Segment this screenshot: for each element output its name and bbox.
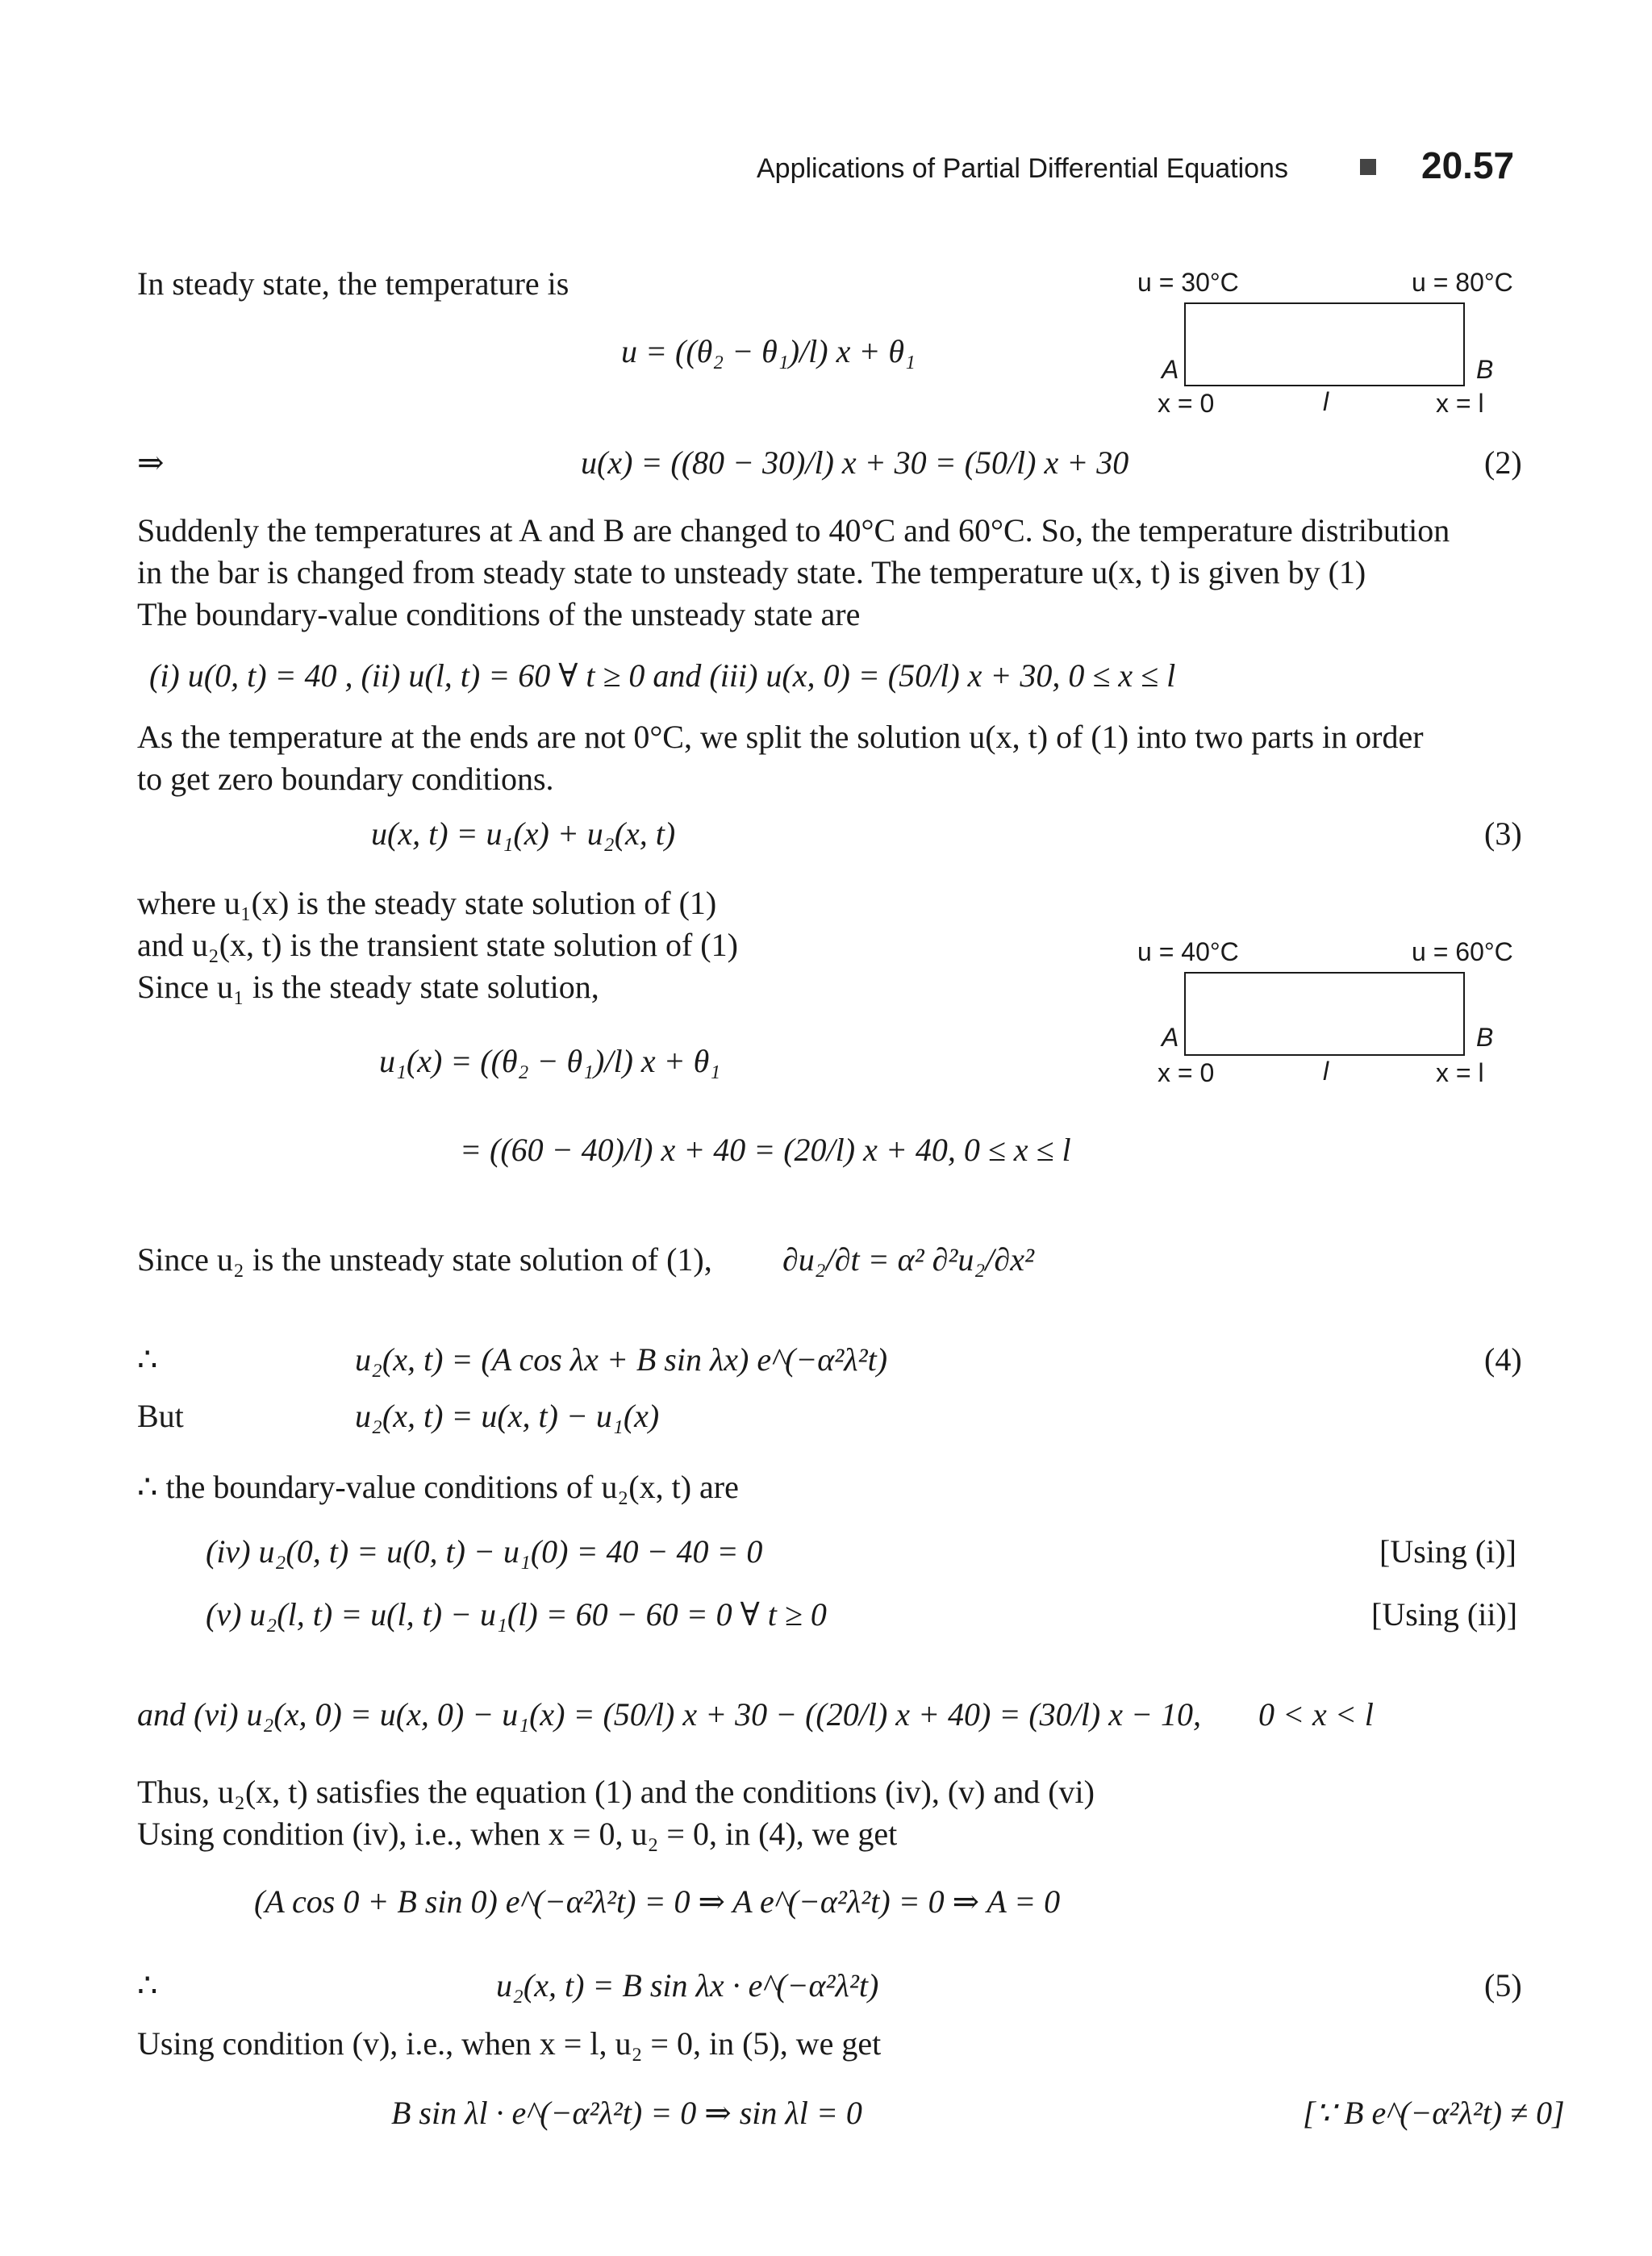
paragraph-line: Using condition (iv), i.e., when x = 0, u₂ = 0, in (4), we get [137, 1816, 898, 1852]
paragraph-line: The boundary-value conditions of the unsteady state are [137, 596, 861, 632]
end-label-b: B [1476, 355, 1494, 384]
equation-u2-definition: u₂(x, t) = u(x, t) − u₁(x) [355, 1398, 660, 1434]
equation-u1-evaluated: = ((60 − 40)/l) x + 40 = (20/l) x + 40, 0 ≤ x ≤ l [460, 1132, 1071, 1168]
boundary-condition-v: (v) u₂(l, t) = u(l, t) − u₁(l) = 60 − 60 = 0 ∀ t ≥ 0 [206, 1596, 827, 1633]
paragraph-line: Since u₁ is the steady state solution, [137, 969, 599, 1005]
boundary-conditions-i-iii: (i) u(0, t) = 40 , (ii) u(l, t) = 60 ∀ t ≥ 0 and (iii) u(x, 0) = (50/l) x + 30, 0 ≤ x ≤ l [149, 657, 1176, 694]
diagram-top-right-label: u = 80°C [1412, 268, 1513, 297]
heat-equation: ∂u₂/∂t = α² ∂²u₂/∂x² [782, 1241, 1034, 1278]
page-number: 20.57 [1421, 144, 1515, 186]
diagram-top-left-label: u = 30°C [1137, 268, 1239, 297]
paragraph-line: As the temperature at the ends are not 0°C, we split the solution u(x, t) of (1) into two parts in order [137, 719, 1424, 755]
paragraph-line: where u₁(x) is the steady state solution of (1) [137, 885, 717, 921]
paragraph-line: Suddenly the temperatures at A and B are changed to 40°C and 60°C. So, the temperature distribution [137, 512, 1450, 548]
equation-number-3: (3) [1484, 815, 1522, 852]
note-nonzero: [∵ B e^(−α²λ²t) ≠ 0] [1303, 2095, 1565, 2131]
bar-rectangle [1184, 972, 1465, 1056]
equation-a-zero: (A cos 0 + B sin 0) e^(−α²λ²t) = 0 ⇒ A e^(−α²λ²t) = 0 ⇒ A = 0 [254, 1883, 1061, 1920]
equation-4: u₂(x, t) = (A cos λx + B sin λx) e^(−α²λ²t) [355, 1341, 888, 1378]
length-label: l [1323, 387, 1329, 416]
diagram-top-left-label: u = 40°C [1137, 937, 1239, 966]
equation-5: u₂(x, t) = B sin λx · e^(−α²λ²t) [496, 1967, 879, 2004]
left-coordinate-label: x = 0 [1158, 1058, 1215, 1087]
boundary-condition-vi: and (vi) u₂(x, 0) = u(x, 0) − u₁(x) = (50/l) x + 30 − ((20/l) x + 40) = (30/l) x − 10, [137, 1696, 1201, 1733]
equation-steady-state: u = ((θ₂ − θ₁)/l) x + θ₁ [621, 333, 916, 369]
diagram-top-right-label: u = 60°C [1412, 937, 1513, 966]
length-label: l [1323, 1057, 1329, 1086]
paragraph-line: in the bar is changed from steady state to unsteady state. The temperature u(x, t) is given by (1) [137, 554, 1366, 590]
paragraph-line: In steady state, the temperature is [137, 265, 569, 302]
equation-sin-lambda-l: B sin λl · e^(−α²λ²t) = 0 ⇒ sin λl = 0 [391, 2095, 862, 2131]
equation-u1: u₁(x) = ((θ₂ − θ₁)/l) x + θ₁ [379, 1043, 721, 1079]
boundary-condition-iv: (iv) u₂(0, t) = u(0, t) − u₁(0) = 40 − 40 = 0 [206, 1533, 763, 1570]
equation-number-5: (5) [1484, 1967, 1522, 2004]
paragraph-line: Since u₂ is the unsteady state solution of (1), [137, 1241, 712, 1278]
right-coordinate-label: x = l [1436, 1058, 1484, 1087]
paragraph-line: to get zero boundary conditions. [137, 761, 554, 797]
note-using-i: [Using (i)] [1379, 1533, 1516, 1570]
paragraph-line: Thus, u₂(x, t) satisfies the equation (1) and the conditions (iv), (v) and (vi) [137, 1774, 1095, 1810]
therefore-symbol: ∴ [137, 1967, 158, 2004]
paragraph-line: ∴ the boundary-value conditions of u₂(x, t) are [137, 1469, 739, 1505]
equation-number-2: (2) [1484, 444, 1522, 481]
paragraph-line: Using condition (v), i.e., when x = l, u₂ = 0, in (5), we get [137, 2025, 882, 2062]
paragraph-line: and u₂(x, t) is the transient state solution of (1) [137, 927, 738, 963]
but-word: But [137, 1398, 184, 1434]
bar-diagram-steady [1129, 258, 1541, 419]
left-coordinate-label: x = 0 [1158, 389, 1215, 418]
equation-2: u(x) = ((80 − 30)/l) x + 30 = (50/l) x + 30 [581, 444, 1129, 481]
end-label-b: B [1476, 1023, 1494, 1052]
end-label-a: A [1162, 1023, 1179, 1052]
condition-range: 0 < x < l [1258, 1696, 1374, 1733]
header-square-icon [1360, 159, 1376, 175]
implies-symbol: ⇒ [137, 444, 165, 481]
therefore-symbol: ∴ [137, 1341, 158, 1378]
equation-number-4: (4) [1484, 1341, 1522, 1378]
right-coordinate-label: x = l [1436, 389, 1484, 418]
note-using-ii: [Using (ii)] [1371, 1596, 1518, 1633]
bar-rectangle [1184, 302, 1465, 386]
equation-3: u(x, t) = u₁(x) + u₂(x, t) [371, 815, 676, 852]
running-header-title: Applications of Partial Differential Equations [757, 153, 1288, 184]
end-label-a: A [1162, 355, 1179, 384]
bar-diagram-unsteady [1129, 928, 1541, 1089]
